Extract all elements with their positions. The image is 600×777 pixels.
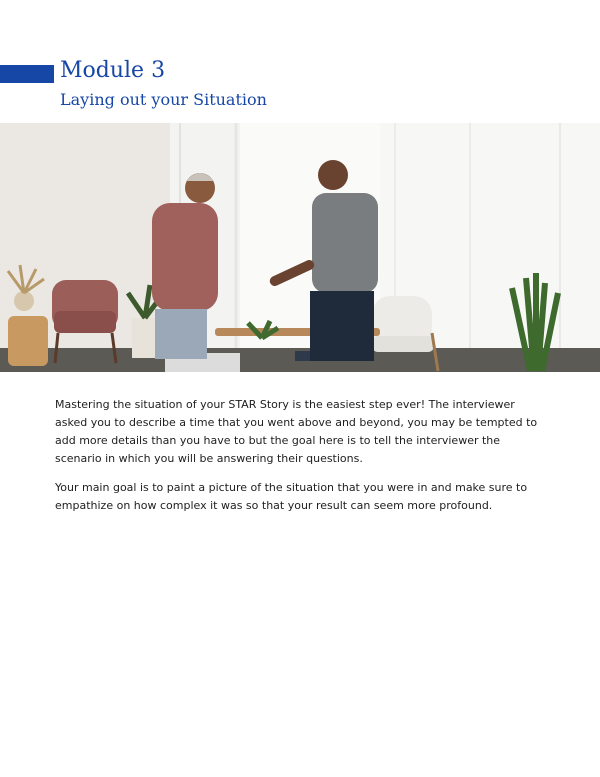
module-title: Module 3 xyxy=(60,58,166,83)
module-subtitle: Laying out your Situation xyxy=(60,90,267,109)
body-text xyxy=(55,396,547,526)
body-paragraph-2: Your main goal is to paint a picture of the situation that you were in and make sure to empathize on how complex it was so that your result can seem more profound. xyxy=(55,481,528,512)
body-paragraph-1: Mastering the situation of your STAR Story is the easiest step ever! The interviewer asked you to describe a time that you went above and beyond, you may be tempted to add more details than you have to but the goal here is to tell the interviewer the scenario in which you will be answering their questions. xyxy=(55,398,538,465)
accent-bar xyxy=(0,65,54,83)
hero-photo xyxy=(0,123,600,372)
